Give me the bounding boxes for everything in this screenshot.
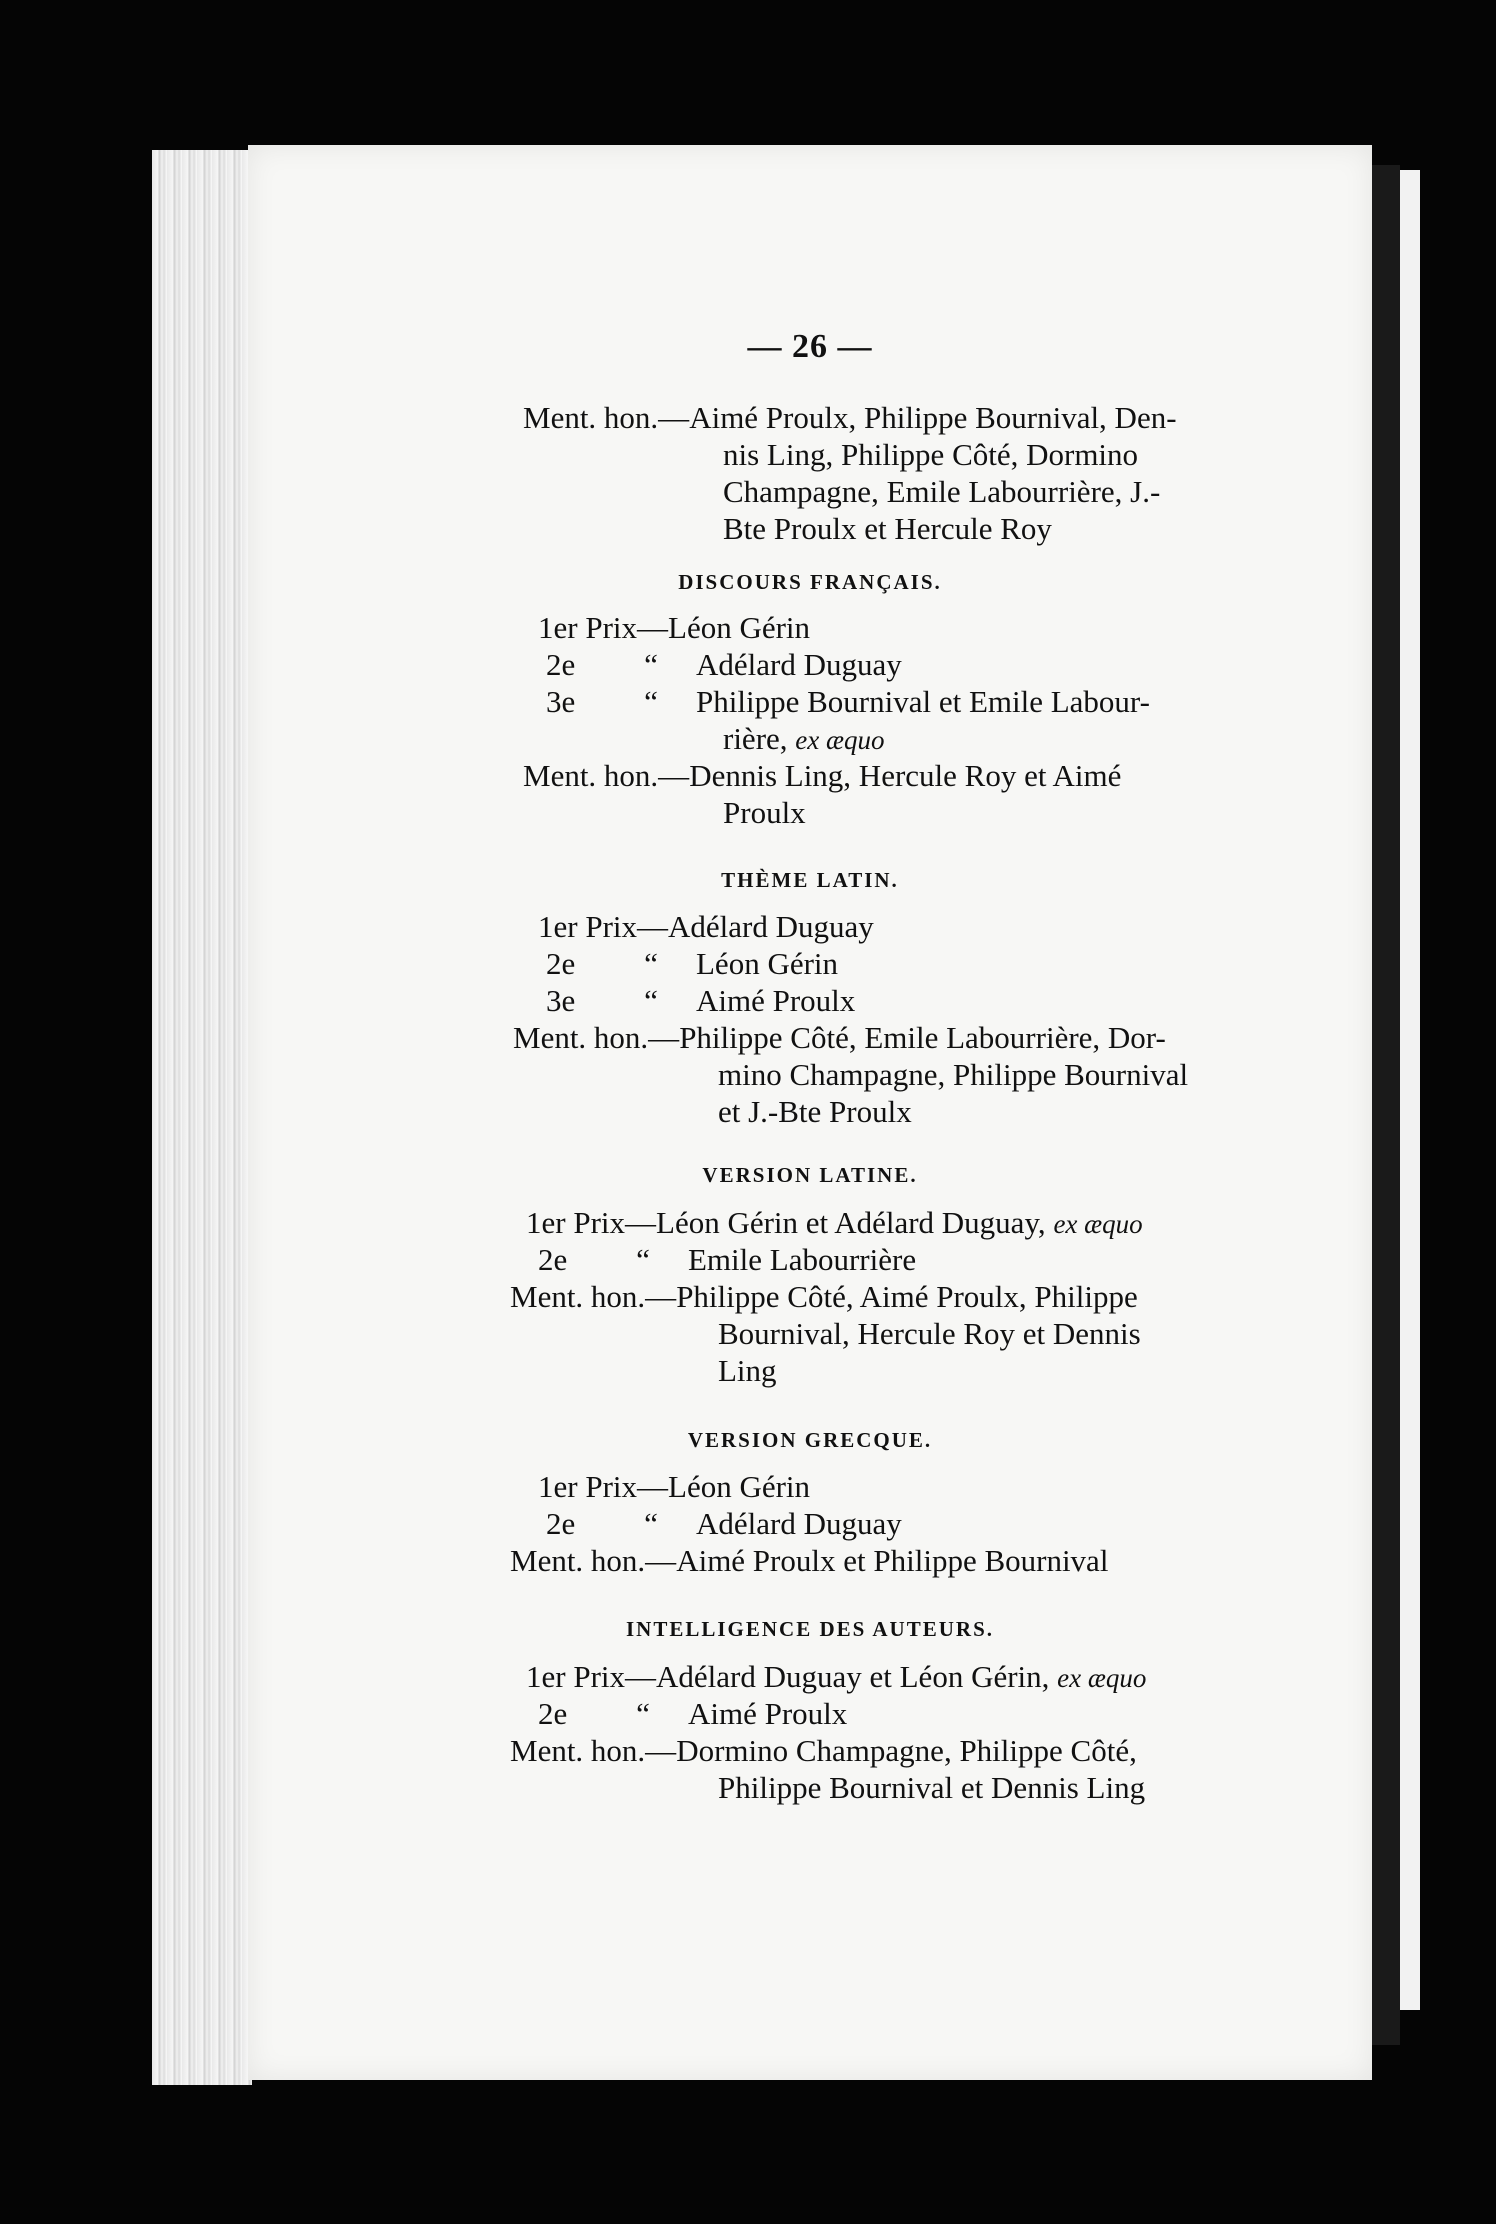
prize-continuation: et J.-Bte Proulx <box>718 1094 912 1129</box>
prize-continuation: Bournival, Hercule Roy et Dennis <box>718 1316 1141 1351</box>
prize-row <box>546 946 838 982</box>
prize-names: Aimé Proulx <box>688 1696 848 1731</box>
next-page-edge <box>1400 170 1420 2010</box>
prize-label: 1er Prix— <box>538 909 669 944</box>
prize-label: 2e <box>546 1506 576 1541</box>
prize-row <box>546 684 1150 720</box>
prize-row <box>510 1543 1108 1579</box>
prize-names: Léon Gérin et Adélard Duguay, <box>656 1205 1046 1240</box>
prize-label: 2e <box>546 647 576 682</box>
section-heading: VERSION GRECQUE. <box>687 1428 933 1452</box>
ditto-mark: “ <box>644 946 658 981</box>
prize-label: 1er Prix— <box>538 1469 669 1504</box>
section-heading: INTELLIGENCE DES AUTEURS. <box>625 1617 994 1641</box>
intro-text: Aimé Proulx, Philippe Bournival, Den- <box>689 400 1177 435</box>
prize-row <box>538 610 810 646</box>
prize-row <box>546 1506 902 1542</box>
prize-names: Dormino Champagne, Philippe Côté, <box>676 1733 1137 1768</box>
continuation-text: rière, <box>723 721 788 756</box>
prize-names: Adélard Duguay <box>668 909 874 944</box>
prize-row <box>538 1242 916 1278</box>
section-heading: THÈME LATIN. <box>721 868 899 892</box>
binding-strip <box>1372 165 1400 2045</box>
mention-label: Ment. hon.— <box>510 1733 677 1768</box>
prize-label: 2e <box>546 946 576 981</box>
ex-aequo-text: ex æquo <box>1057 1663 1147 1693</box>
prize-row <box>538 1696 847 1732</box>
prize-row <box>510 1733 1137 1769</box>
prize-label: 3e <box>546 983 576 1018</box>
prize-names: Philippe Bournival et Emile Labour- <box>696 684 1150 719</box>
prize-names: Emile Labourrière <box>688 1242 917 1277</box>
mention-label: Ment. hon.— <box>510 1543 677 1578</box>
ex-aequo-text: ex æquo <box>795 725 885 755</box>
prize-names: Adélard Duguay <box>696 1506 902 1541</box>
intro-line-2: nis Ling, Philippe Côté, Dormino <box>723 437 1139 472</box>
prize-names: Léon Gérin <box>668 1469 811 1504</box>
ditto-mark: “ <box>644 1506 658 1541</box>
prize-label: 3e <box>546 684 576 719</box>
intro-line-3: Champagne, Emile Labourrière, J.- <box>723 474 1161 509</box>
intro-line-4: Bte Proulx et Hercule Roy <box>723 511 1052 546</box>
prize-continuation: Proulx <box>723 795 806 830</box>
section-heading: VERSION LATINE. <box>702 1163 918 1187</box>
prize-row <box>523 758 1121 794</box>
page-number: — 26 — <box>747 328 873 365</box>
ditto-mark: “ <box>644 647 658 682</box>
prize-row <box>538 909 874 945</box>
prize-label: 1er Prix— <box>526 1205 657 1240</box>
prize-continuation: mino Champagne, Philippe Bournival <box>718 1057 1189 1092</box>
section-heading: DISCOURS FRANÇAIS. <box>678 570 942 594</box>
prize-row <box>510 1279 1138 1315</box>
prize-continuation: Philippe Bournival et Dennis Ling <box>718 1770 1146 1805</box>
prize-row <box>546 983 855 1019</box>
prize-names: Léon Gérin <box>696 946 839 981</box>
prize-continuation: Ling <box>718 1353 777 1388</box>
prize-label: 1er Prix— <box>526 1659 657 1694</box>
intro-line-1 <box>523 400 1177 436</box>
ditto-mark: “ <box>644 983 658 1018</box>
prize-label: 1er Prix— <box>538 610 669 645</box>
book-page <box>248 145 1372 2080</box>
mention-label: Ment. hon.— <box>523 400 690 435</box>
prize-label: 2e <box>538 1696 568 1731</box>
prize-names: Aimé Proulx et Philippe Bournival <box>676 1543 1109 1578</box>
mention-label: Ment. hon.— <box>513 1020 680 1055</box>
prize-names: Philippe Côté, Aimé Proulx, Philippe <box>676 1279 1138 1314</box>
prize-label: 2e <box>538 1242 568 1277</box>
prize-row <box>526 1205 1143 1242</box>
prize-row <box>538 1469 810 1505</box>
prize-row <box>546 647 902 683</box>
ditto-mark: “ <box>636 1242 650 1277</box>
ditto-mark: “ <box>636 1696 650 1731</box>
ditto-mark: “ <box>644 684 658 719</box>
mention-label: Ment. hon.— <box>523 758 690 793</box>
ex-aequo-text: ex æquo <box>1053 1209 1143 1239</box>
prize-names: Adélard Duguay et Léon Gérin, <box>656 1659 1050 1694</box>
page-content <box>248 145 1372 2080</box>
prize-names: Léon Gérin <box>668 610 811 645</box>
prize-row <box>513 1020 1166 1056</box>
prize-row <box>526 1659 1146 1696</box>
prize-names: Adélard Duguay <box>696 647 902 682</box>
mention-label: Ment. hon.— <box>510 1279 677 1314</box>
prize-names: Aimé Proulx <box>696 983 856 1018</box>
prize-names: Dennis Ling, Hercule Roy et Aimé <box>689 758 1122 793</box>
prize-continuation <box>723 721 885 758</box>
page-edges <box>152 150 252 2085</box>
prize-names: Philippe Côté, Emile Labourrière, Dor- <box>679 1020 1166 1055</box>
